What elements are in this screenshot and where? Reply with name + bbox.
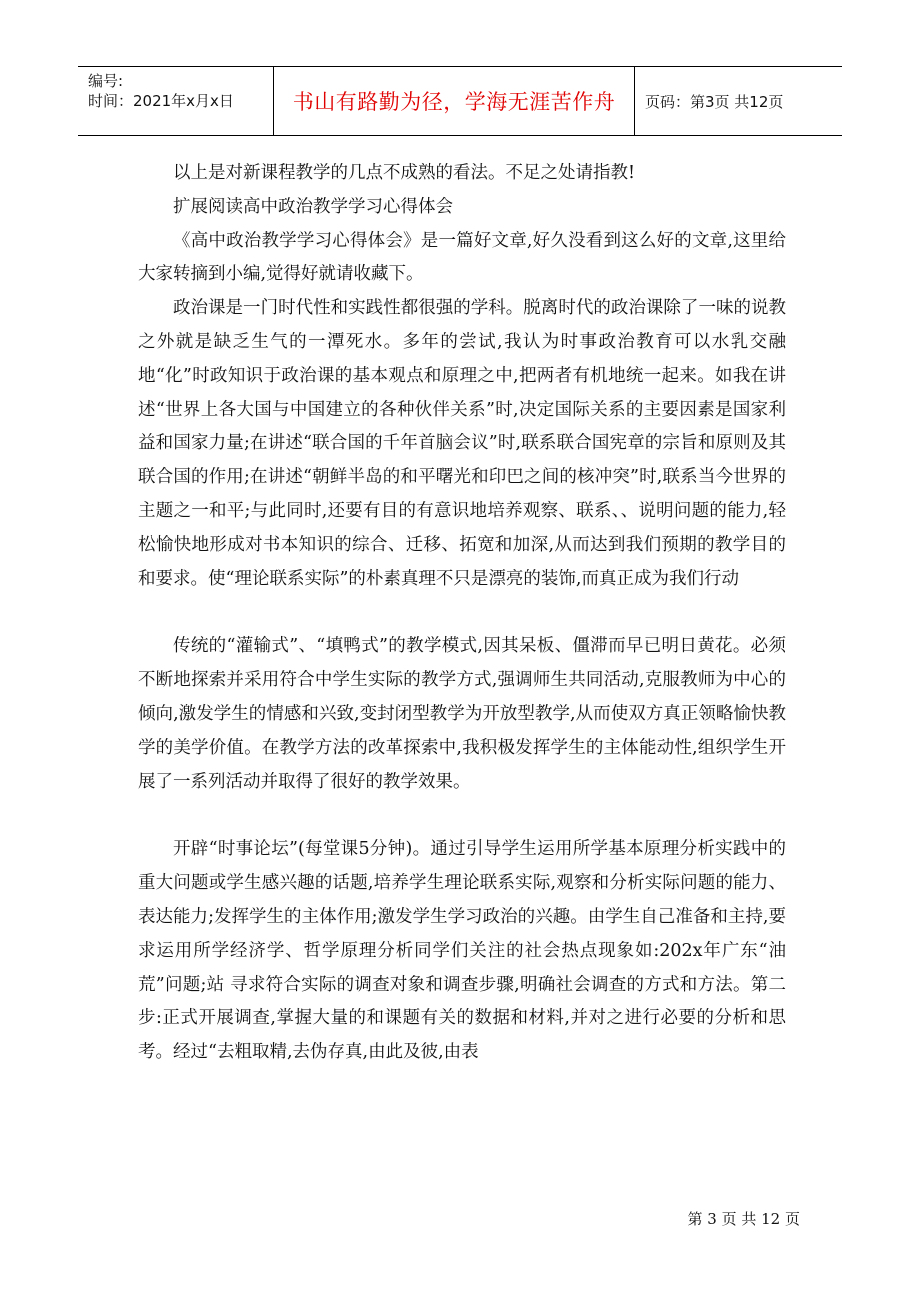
paragraph: 扩展阅读高中政治教学学习心得体会 [173,196,453,217]
header-motto: 书山有路勤为径，学海无涯苦作舟 [273,67,635,135]
paragraph: 以上是对新课程教学的几点不成熟的看法。不足之处请指教! [173,163,636,183]
paragraph: 传统的“灌输式”、“填鸭式”的教学模式,因其呆板、僵滞而早已明日黄花。必须不断地探索并采用符合中学生实际的教学方式,强调师生共同活动,克服教师为中心的倾向,激发学生的情感和兴致,变封闭型教学为开放型教学,从而使双方真正领略愉快教学的美学价值。在教学方法的改革探索中,我积极发挥学生的主体能动性,组织学生开展了一系列活动并取得了很好的教学效果。 [138,636,786,792]
paragraph: 《高中政治教学学习心得体会》是一篇好文章,好久没看到这么好的文章,这里给大家转摘到小编,觉得好就请收藏下。 [138,230,786,285]
paragraph: 政治课是一门时代性和实践性都很强的学科。脱离时代的政治课除了一味的说教之外就是缺乏生气的一潭死水。多年的尝试,我认为时事政治教育可以水乳交融地“化”时政知识于政治课的基本观点和原理之中,把两者有机地统一起来。如我在讲述“世界上各大国与中国建立的各种伙伴关系”时,决定国际关系的主要因素是国家利益和国家力量;在讲述“联合国的千年首脑会议”时,联系联合国宪章的宗旨和原则及其联合国的作用;在讲述“朝鲜半岛的和平曙光和印巴之间的核冲突”时,联系当今世界的主题之一和平;与此同时,还要有目的有意识地培养观察、联系、、说明问题的能力,轻松愉快地形成对书本知识的综合、迁移、拓宽和加深,从而达到我们预期的教学目的和要求。使“理论联系实际”的朴素真理不只是漂亮的装饰,而真正成为我们行动 [138,298,786,589]
header-page-number: 页码：第3页 共12页 [645,92,784,111]
paragraph: 开辟“时事论坛”(每堂课5分钟)。通过引导学生运用所学基本原理分析实践中的重大问题或学生感兴趣的话题,培养学生理论联系实际,观察和分析实际问题的能力、表达能力;发挥学生的主体作用;激发学生学习政治的兴趣。由学生自己准备和主持,要求运用所学经济学、哲学原理分析同学们关注的社会热点现象如:202x年广东“油荒”问题;站 寻求符合实际的调查对象和调查步骤,明确社会调查的方式和方法。第二步:正式开展调查,掌握大量的和课题有关的数据和材料,并对之进行必要的分析和思考。经过“去粗取精,去伪存真,由此及彼,由表 [138,839,786,1063]
document-body [138,157,786,1070]
page-header [78,66,842,136]
serial-label: 编号: [88,72,124,90]
header-meta [78,67,273,135]
page-footer: 第 3 页 共 12 页 [687,1210,800,1228]
time-label: 时间：2021年x月x日 [88,92,234,110]
